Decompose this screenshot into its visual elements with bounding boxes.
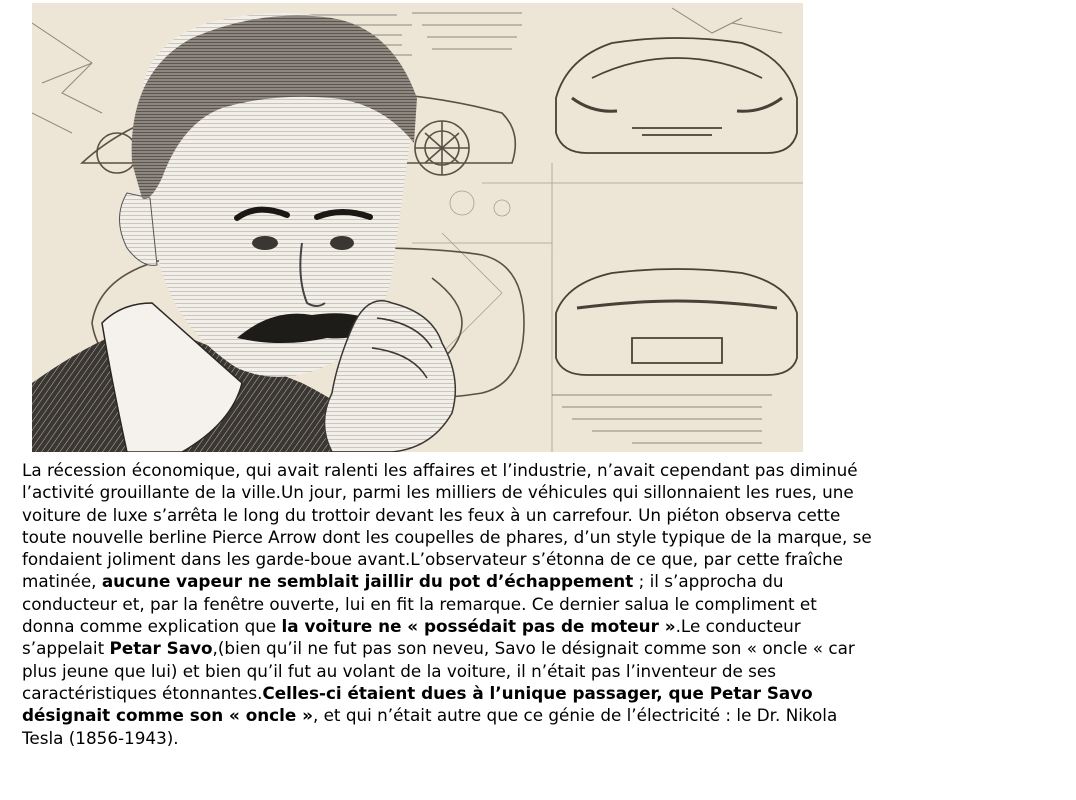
text-segment: La récession économique, qui avait ralenti les affaires et l’industrie, n’avait cependant pas diminué l’activité grouillante de la ville.Un jour, parmi les milliers de véhicules qui sillonnaient les rues, une voiture de luxe s’arrêta le long du trottoir devant les feux à un carrefour. Un piéton observa cette toute nouvelle berline Pierce Arrow dont les coupelles de phares, d’un style typique de la marque, se fondaient joliment dans les garde-boue avant.L’observateur s’étonna de ce que, par cette fraîche matinée, (22, 460, 872, 592)
text-segment: , et qui n’était autre que ce génie de l’électricité : le Dr. Nikola Tesla (1856-1943). (22, 705, 838, 748)
bold-segment-petar-savo: Petar Savo (109, 638, 213, 659)
illustration-tesla-car-sketches (32, 3, 803, 452)
bold-segment-passenger: Celles-ci étaient dues à l’unique passager, que Petar Savo désignait comme son « oncle » (22, 682, 813, 726)
text-segment: ; il s’approcha du conducteur et, par la fenêtre ouverte, lui en fit la remarque. Ce dernier salua le compliment et donna comme explication que (22, 571, 817, 637)
text-segment: .Le conducteur s’appelait (22, 616, 801, 659)
text-segment: ,(bien qu’il ne fut pas son neveu, Savo le désignait comme son « oncle « car plus jeune que lui) et bien qu’il fut au volant de la voiture, il n’était pas l’inventeur de ses caractéristiques étonnantes. (22, 638, 855, 703)
bold-segment-no-engine: la voiture ne « possédait pas de moteur » (281, 616, 676, 637)
article-paragraph (22, 459, 872, 749)
bold-segment-exhaust: aucune vapeur ne semblait jaillir du pot d’échappement (101, 571, 634, 592)
